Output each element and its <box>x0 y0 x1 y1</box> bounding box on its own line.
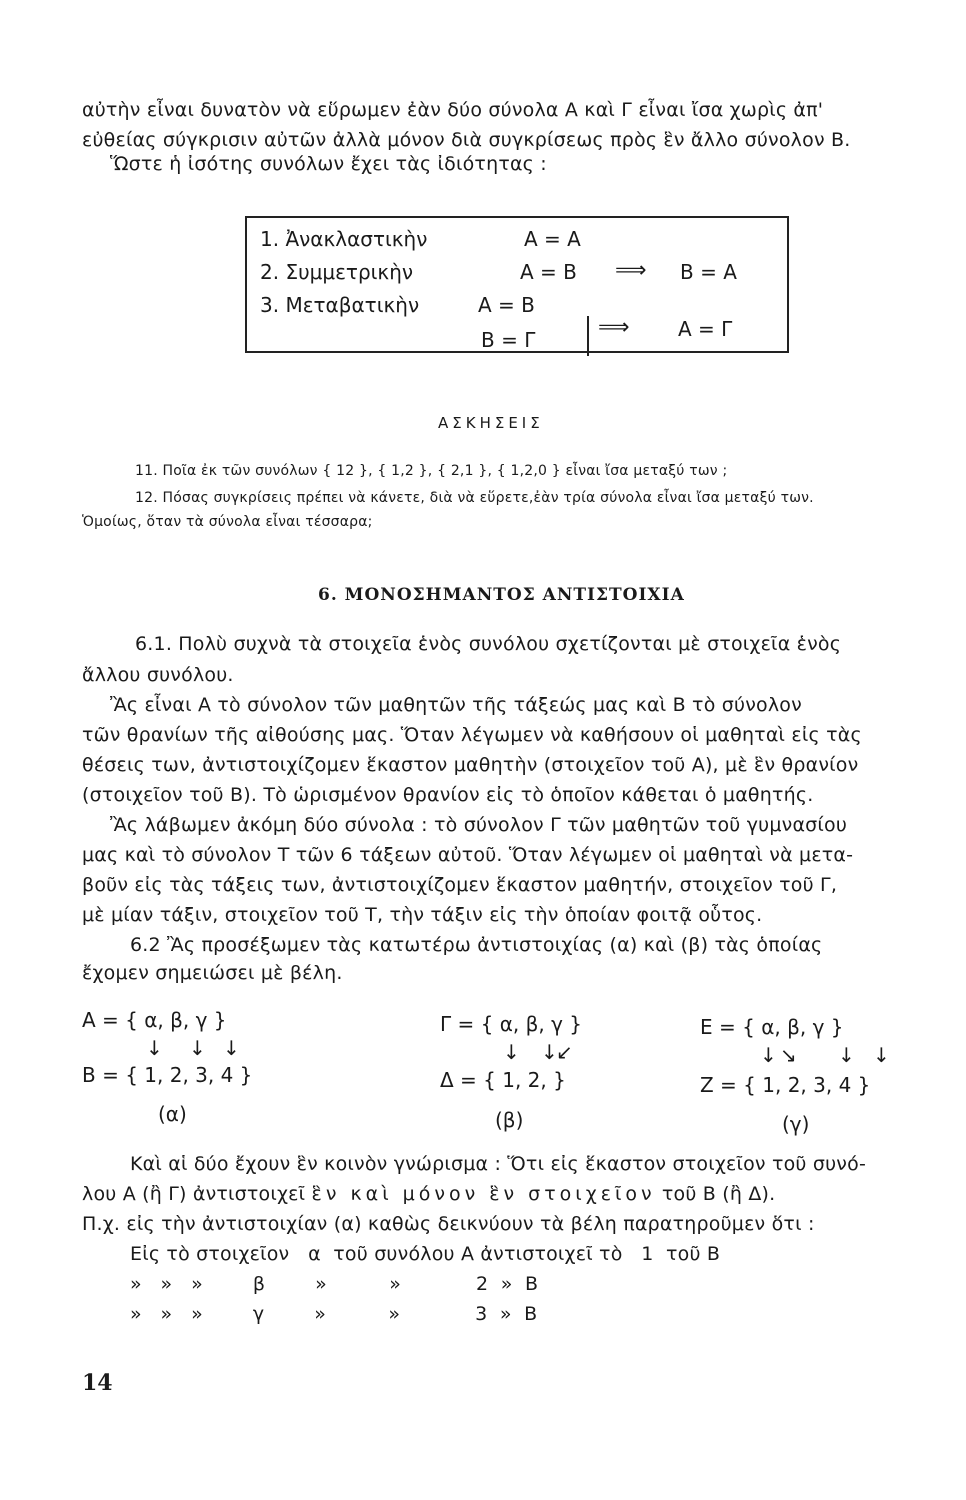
down-arrow-icon: ↓ <box>760 1043 777 1067</box>
mapping-a-label: (α) <box>158 1102 187 1126</box>
mapping-b-bottom-set: Δ = { 1, 2, } <box>440 1068 566 1092</box>
section-6-1-line-8: μας καὶ τὸ σύνολον Τ τῶν 6 τάξεων αὐτοῦ. Ὅταν λέγωμεν οἱ μαθηταὶ νὰ μετα- <box>82 844 854 866</box>
closing-line-3: Π.χ. εἰς τὴν ἀντιστοιχίαν (α) καθὼς δεικνύουν τὰ βέλη παρατηροῦμεν ὅτι : <box>82 1213 815 1235</box>
section-6-1-line-1: 6.1. Πολὺ συχνὰ τὰ στοιχεῖα ἑνὸς συνόλου σχετίζονται μὲ στοιχεῖα ἑνὸς <box>135 633 842 655</box>
down-arrow-icon: ↓ <box>223 1036 240 1060</box>
mapping-b-top-set: Γ = { α, β, γ } <box>440 1012 582 1036</box>
closing-line-4: Εἰς τὸ στοιχεῖον α τοῦ συνόλου Α ἀντιστοιχεῖ τὸ 1 τοῦ Β <box>130 1243 721 1265</box>
property-transitive-formula-b: Β = Γ <box>481 328 536 352</box>
closing-line-2-emphasis: ἓν καὶ μόνον ἓν στοιχεῖον <box>311 1183 656 1205</box>
section-6-1-line-6: (στοιχεῖον τοῦ Β). Τὸ ὡρισμένον θρανίον εἰς τὸ ὁποῖον κάθεται ὁ μαθητής. <box>82 784 814 806</box>
implies-arrow-icon: ⟹ <box>615 258 647 283</box>
mapping-c-top-set: Ε = { α, β, γ } <box>700 1015 844 1039</box>
property-transitive-label: 3. Μεταβατικὴν <box>260 293 420 317</box>
property-transitive-formula-a: Α = Β <box>478 293 535 317</box>
section-6-1-line-5: θέσεις των, ἀντιστοιχίζομεν ἕκαστον μαθητὴν (στοιχεῖον τοῦ Α), μὲ ἓν θρανίον <box>82 754 859 776</box>
down-right-arrow-icon: ↘ <box>780 1043 797 1067</box>
page-number: 14 <box>82 1370 113 1396</box>
section-6-1-line-9: βοῦν εἰς τὰς τάξεις των, ἀντιστοιχίζομεν ἕκαστον μαθητήν, στοιχεῖον τοῦ Γ, <box>82 874 838 896</box>
closing-line-1: Καὶ αἱ δύο ἔχουν ἓν κοινὸν γνώρισμα : Ὅτι εἰς ἕκαστον στοιχεῖον τοῦ συνό- <box>130 1153 866 1175</box>
down-arrow-icon: ↓ <box>189 1036 206 1060</box>
property-symmetric-label: 2. Συμμετρικὴν <box>260 260 414 284</box>
property-symmetric-formula: Α = Β <box>520 260 577 284</box>
section-6-1-line-4: τῶν θρανίων τῆς αἰθούσης μας. Ὅταν λέγωμεν νὰ καθήσουν οἱ μαθηταὶ εἰς τὰς <box>82 724 862 746</box>
intro-line-3: Ὥστε ἡ ἰσότης συνόλων ἔχει τὰς ἰδιότητας : <box>110 153 547 175</box>
closing-line-2-start: λου Α (ἢ Γ) ἀντιστοιχεῖ <box>82 1183 306 1205</box>
mapping-a-bottom-set: Β = { 1, 2, 3, 4 } <box>82 1063 253 1087</box>
section-6-2-line-1: 6.2 Ἂς προσέξωμεν τὰς κατωτέρω ἀντιστοιχίας (α) καὶ (β) τὰς ὁποίας <box>130 934 823 956</box>
section-title: 6. ΜΟΝΟΣΗΜΑΝΤΟΣ ΑΝΤΙΣΤΟΙΧΙΑ <box>318 585 685 605</box>
closing-line-2 <box>82 1182 775 1206</box>
closing-line-5: » » » β » » 2 » Β <box>130 1273 539 1295</box>
section-6-1-line-3: Ἂς εἶναι Α τὸ σύνολον τῶν μαθητῶν τῆς τάξεώς μας καὶ Β τὸ σύνολον <box>110 694 802 716</box>
intro-line-1: αὐτὴν εἶναι δυνατὸν νὰ εὕρωμεν ἐὰν δύο σύνολα Α καὶ Γ εἶναι ἴσα χωρὶς ἀπ' <box>82 99 824 121</box>
exercise-12-line-2: Ὁμοίως, ὅταν τὰ σύνολα εἶναι τέσσαρα; <box>82 514 373 530</box>
down-arrow-icon: ↓ <box>146 1036 163 1060</box>
property-reflexive-label: 1. Ἀνακλαστικὴν <box>260 227 428 251</box>
exercises-heading: ΑΣΚΗΣΕΙΣ <box>438 414 544 432</box>
section-6-1-line-10: μὲ μίαν τάξιν, στοιχεῖον τοῦ Τ, τὴν τάξιν εἰς τὴν ὁποίαν φοιτᾷ οὗτος. <box>82 904 763 926</box>
implies-arrow-icon: ⟹ <box>598 315 630 340</box>
mapping-c-label: (γ) <box>782 1112 810 1136</box>
down-arrow-icon: ↓ <box>838 1043 855 1067</box>
mapping-a-top-set: Α = { α, β, γ } <box>82 1008 227 1032</box>
mapping-c-bottom-set: Ζ = { 1, 2, 3, 4 } <box>700 1073 871 1097</box>
property-reflexive-formula: Α = Α <box>524 227 581 251</box>
exercise-12-line-1: 12. Πόσας συγκρίσεις πρέπει νὰ κάνετε, διὰ νὰ εὕρετε,ἐὰν τρία σύνολα εἶναι ἴσα μεταξύ των. <box>135 490 814 506</box>
section-6-1-line-2: ἄλλου συνόλου. <box>82 664 234 686</box>
intro-line-2: εὐθείας σύγκρισιν αὐτῶν ἀλλὰ μόνον διὰ συγκρίσεως πρὸς ἓν ἄλλο σύνολον Β. <box>82 129 851 151</box>
property-transitive-result: Α = Γ <box>678 317 733 341</box>
down-arrow-icon: ↓ <box>873 1043 890 1067</box>
property-symmetric-result: Β = Α <box>680 260 737 284</box>
down-arrow-icon: ↓ <box>503 1040 520 1064</box>
down-left-arrow-icon: ↙ <box>556 1040 573 1064</box>
section-6-2-line-2: ἔχομεν σημειώσει μὲ βέλη. <box>82 962 343 984</box>
exercise-11: 11. Ποῖα ἐκ τῶν συνόλων { 12 }, { 1,2 }, { 2,1 }, { 1,2,0 } εἶναι ἴσα μεταξύ των ; <box>135 463 728 479</box>
transitive-bracket <box>581 316 589 356</box>
closing-line-2-end: τοῦ Β (ἢ Δ). <box>661 1183 776 1205</box>
section-6-1-line-7: Ἂς λάβωμεν ἀκόμη δύο σύνολα : τὸ σύνολον Γ τῶν μαθητῶν τοῦ γυμνασίου <box>110 814 848 836</box>
mapping-b-label: (β) <box>495 1108 524 1132</box>
down-arrow-icon: ↓ <box>541 1040 558 1064</box>
closing-line-6: » » » γ » » 3 » Β <box>130 1303 538 1325</box>
